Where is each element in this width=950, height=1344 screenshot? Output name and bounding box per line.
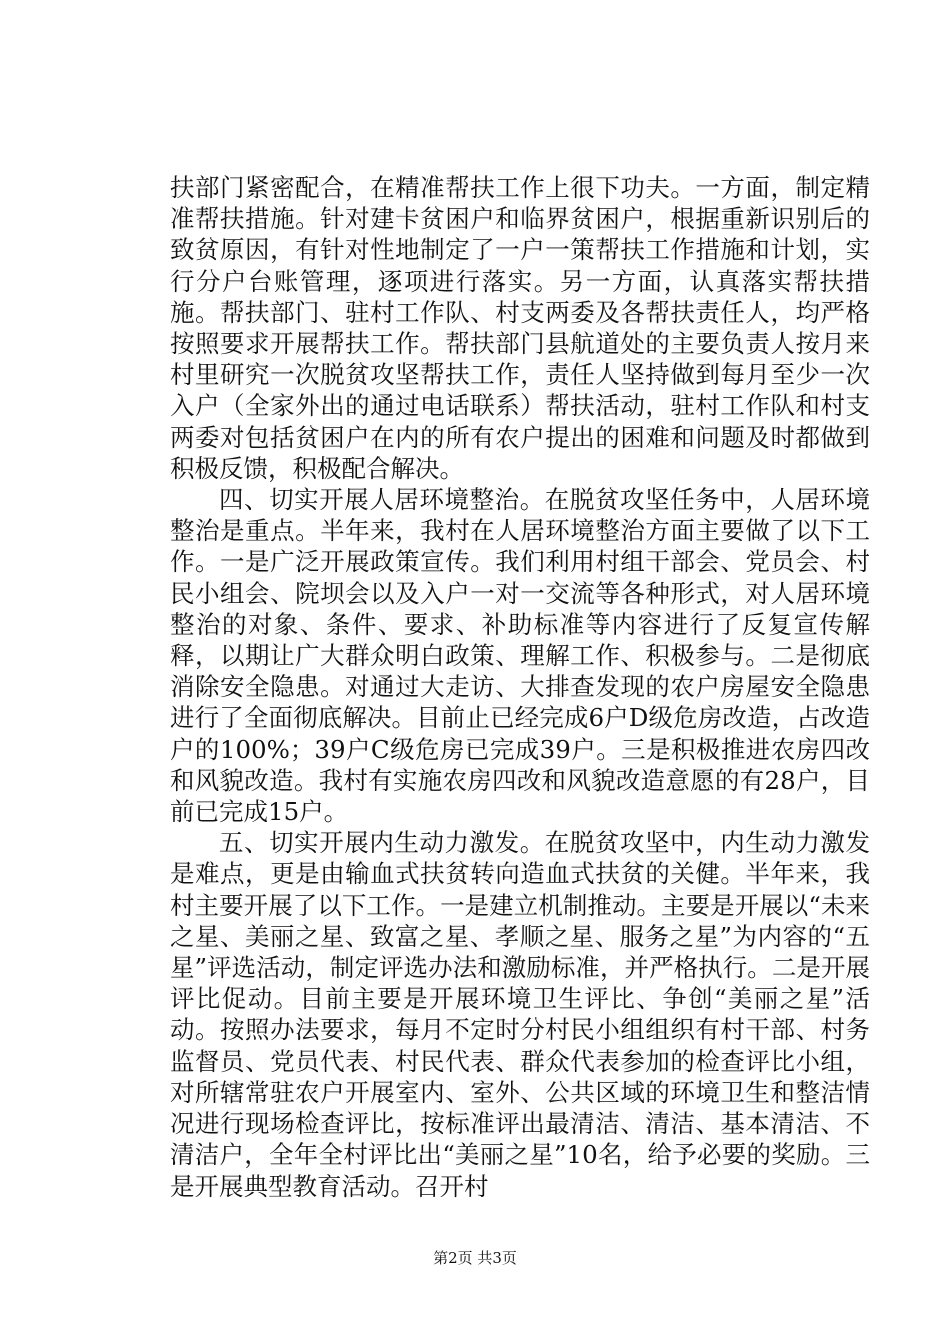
paragraph-3: 五、切实开展内生动力激发。在脱贫攻坚中，内生动力激发是难点，更是由输血式扶贫转向造血式扶贫的关健。半年来，我村主要开展了以下工作。一是建立机制推动。主要是开展以“未来之星、美丽之星、致富之星、孝顺之星、服务之星”为内容的“五星”评选活动，制定评选办法和激励标准，并严格执行。二是开展评比促动。目前主要是开展环境卫生评比、争创“美丽之星”活动。按照办法要求，每月不定时分村民小组组织有村干部、村务监督员、党员代表、村民代表、群众代表参加的检查评比小组，对所辖常驻农户开展室内、室外、公共区域的环境卫生和整洁情况进行现场检查评比，按标准评出最清洁、清洁、基本清洁、不清洁户，全年全村评比出“美丽之星”10名，给予必要的奖励。三是开展典型教育活动。召开村 <box>170 828 870 1201</box>
page-footer <box>0 1247 950 1268</box>
document-body <box>170 172 870 1202</box>
paragraph-1: 扶部门紧密配合，在精准帮扶工作上很下功夫。一方面，制定精准帮扶措施。针对建卡贫困户和临界贫困户，根据重新识别后的致贫原因，有针对性地制定了一户一策帮扶工作措施和计划，实行分户台账管理，逐项进行落实。另一方面，认真落实帮扶措施。帮扶部门、驻村工作队、村支两委及各帮扶责任人，均严格按照要求开展帮扶工作。帮扶部门县航道处的主要负责人按月来村里研究一次脱贫攻坚帮扶工作，责任人坚持做到每月至少一次入户（全家外出的通过电话联系）帮扶活动，驻村工作队和村支两委对包括贫困户在内的所有农户提出的困难和问题及时都做到积极反馈，积极配合解决。 <box>170 173 870 483</box>
page-number: 第2页 共3页 <box>433 1249 517 1267</box>
paragraph-2: 四、切实开展人居环境整治。在脱贫攻坚任务中，人居环境整治是重点。半年来，我村在人居环境整治方面主要做了以下工作。一是广泛开展政策宣传。我们利用村组干部会、党员会、村民小组会、院坝会以及入户一对一交流等各种形式，对人居环境整治的对象、条件、要求、补助标准等内容进行了反复宣传解释，以期让广大群众明白政策、理解工作、积极参与。二是彻底消除安全隐患。对通过大走访、大排查发现的农户房屋安全隐患进行了全面彻底解决。目前止已经完成6户D级危房改造，占改造户的100%；39户C级危房已完成39户。三是积极推进农房四改和风貌改造。我村有实施农房四改和风貌改造意愿的有28户，目前已完成15户。 <box>170 485 870 827</box>
